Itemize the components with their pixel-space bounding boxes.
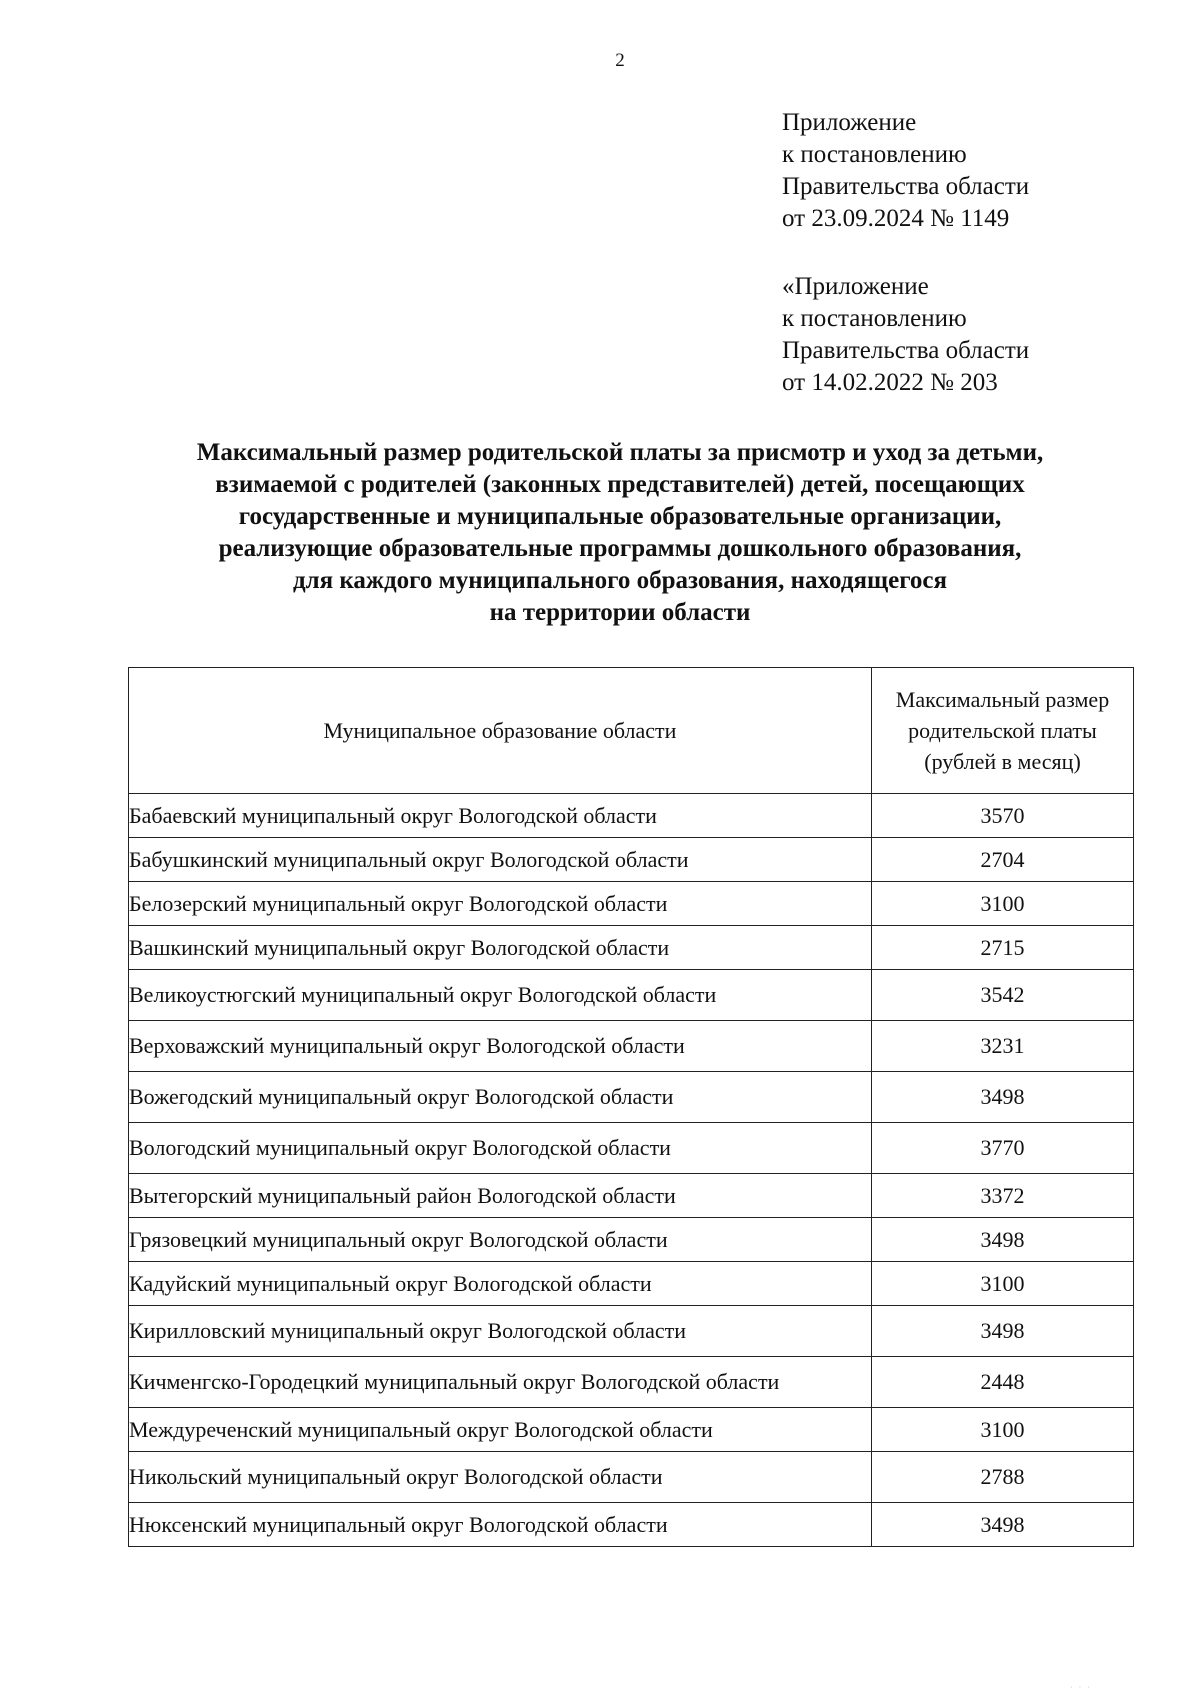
table-row (129, 1357, 1134, 1408)
table-row (129, 1262, 1134, 1306)
table-row (129, 882, 1134, 926)
appendix-line: от 14.02.2022 № 203 (782, 369, 998, 396)
appendix-line: к постановлению (782, 305, 967, 332)
fee-value: 3100 (872, 1262, 1134, 1306)
municipality-name: Вашкинский муниципальный округ Вологодской области (129, 926, 872, 970)
municipality-name: Кичменгско-Городецкий муниципальный округ Вологодской области (129, 1357, 872, 1408)
fee-value: 3498 (872, 1503, 1134, 1547)
appendix-line: к постановлению (782, 141, 967, 168)
table-row (129, 1174, 1134, 1218)
fee-value: 3100 (872, 1408, 1134, 1452)
title-line: для каждого муниципального образования, находящегося (292, 567, 948, 594)
column-header-fee-line: (рублей в месяц) (924, 749, 1081, 774)
appendix-line: Приложение (782, 109, 917, 136)
municipality-name: Нюксенский муниципальный округ Вологодской области (129, 1503, 872, 1547)
table-header-row (129, 668, 1134, 794)
appendix-line: Правительства области (782, 337, 1030, 364)
column-header-fee-line: Максимальный размер (895, 687, 1110, 712)
municipality-name: Верховажский муниципальный округ Вологодской области (129, 1021, 872, 1072)
document-title (100, 437, 1140, 629)
table-row (129, 1452, 1134, 1503)
municipality-name: Вологодский муниципальный округ Вологодской области (129, 1123, 872, 1174)
fee-value: 3498 (872, 1306, 1134, 1357)
appendix-line: Правительства области (782, 173, 1030, 200)
municipality-name: Вожегодский муниципальный округ Вологодской области (129, 1072, 872, 1123)
municipality-name: Бабушкинский муниципальный округ Вологодской области (129, 838, 872, 882)
fee-value: 3100 (872, 882, 1134, 926)
table-row (129, 1408, 1134, 1452)
municipality-name: Междуреченский муниципальный округ Вологодской области (129, 1408, 872, 1452)
fee-table (128, 667, 1134, 1547)
municipality-name: Никольский муниципальный округ Вологодской области (129, 1452, 872, 1503)
fee-value: 3570 (872, 794, 1134, 838)
fee-value: 2704 (872, 838, 1134, 882)
fee-value: 3231 (872, 1021, 1134, 1072)
table-row (129, 1503, 1134, 1547)
table-row (129, 838, 1134, 882)
fee-value: 2788 (872, 1452, 1134, 1503)
table-row (129, 1218, 1134, 1262)
table-row (129, 1021, 1134, 1072)
fee-value: 3770 (872, 1123, 1134, 1174)
table-row (129, 970, 1134, 1021)
municipality-name: Кирилловский муниципальный округ Вологодской области (129, 1306, 872, 1357)
appendix-reference-previous (782, 271, 1029, 399)
municipality-name: Грязовецкий муниципальный округ Вологодской области (129, 1218, 872, 1262)
fee-value: 3542 (872, 970, 1134, 1021)
page-number: 2 (615, 50, 625, 71)
municipality-name: Вытегорский муниципальный район Вологодской области (129, 1174, 872, 1218)
title-line: взимаемой с родителей (законных представителей) детей, посещающих (215, 471, 1025, 498)
fee-value: 2448 (872, 1357, 1134, 1408)
table-row (129, 1072, 1134, 1123)
municipality-name: Бабаевский муниципальный округ Вологодской области (129, 794, 872, 838)
title-line: государственные и муниципальные образовательные организации, (238, 503, 1002, 530)
table-row (129, 926, 1134, 970)
fee-value: 3498 (872, 1218, 1134, 1262)
fee-value: 3498 (872, 1072, 1134, 1123)
title-line: Максимальный размер родительской платы за присмотр и уход за детьми, (196, 439, 1044, 466)
table-row (129, 1123, 1134, 1174)
table-row (129, 1306, 1134, 1357)
appendix-line: «Приложение (782, 273, 929, 300)
fee-value: 2715 (872, 926, 1134, 970)
municipality-name: Великоустюгский муниципальный округ Вологодской области (129, 970, 872, 1021)
municipality-name: Кадуйский муниципальный округ Вологодской области (129, 1262, 872, 1306)
appendix-reference-current (782, 107, 1029, 235)
fee-value: 3372 (872, 1174, 1134, 1218)
column-header-fee (872, 668, 1134, 794)
table-row (129, 794, 1134, 838)
column-header-municipality: Муниципальное образование области (129, 668, 872, 794)
appendix-line: от 23.09.2024 № 1149 (782, 205, 1010, 232)
title-line: реализующие образовательные программы дошкольного образования, (218, 535, 1022, 562)
column-header-fee-line: родительской платы (908, 718, 1097, 743)
title-line: на территории области (489, 599, 751, 626)
scan-artifact: · · · (1070, 1683, 1092, 1692)
municipality-name: Белозерский муниципальный округ Вологодской области (129, 882, 872, 926)
